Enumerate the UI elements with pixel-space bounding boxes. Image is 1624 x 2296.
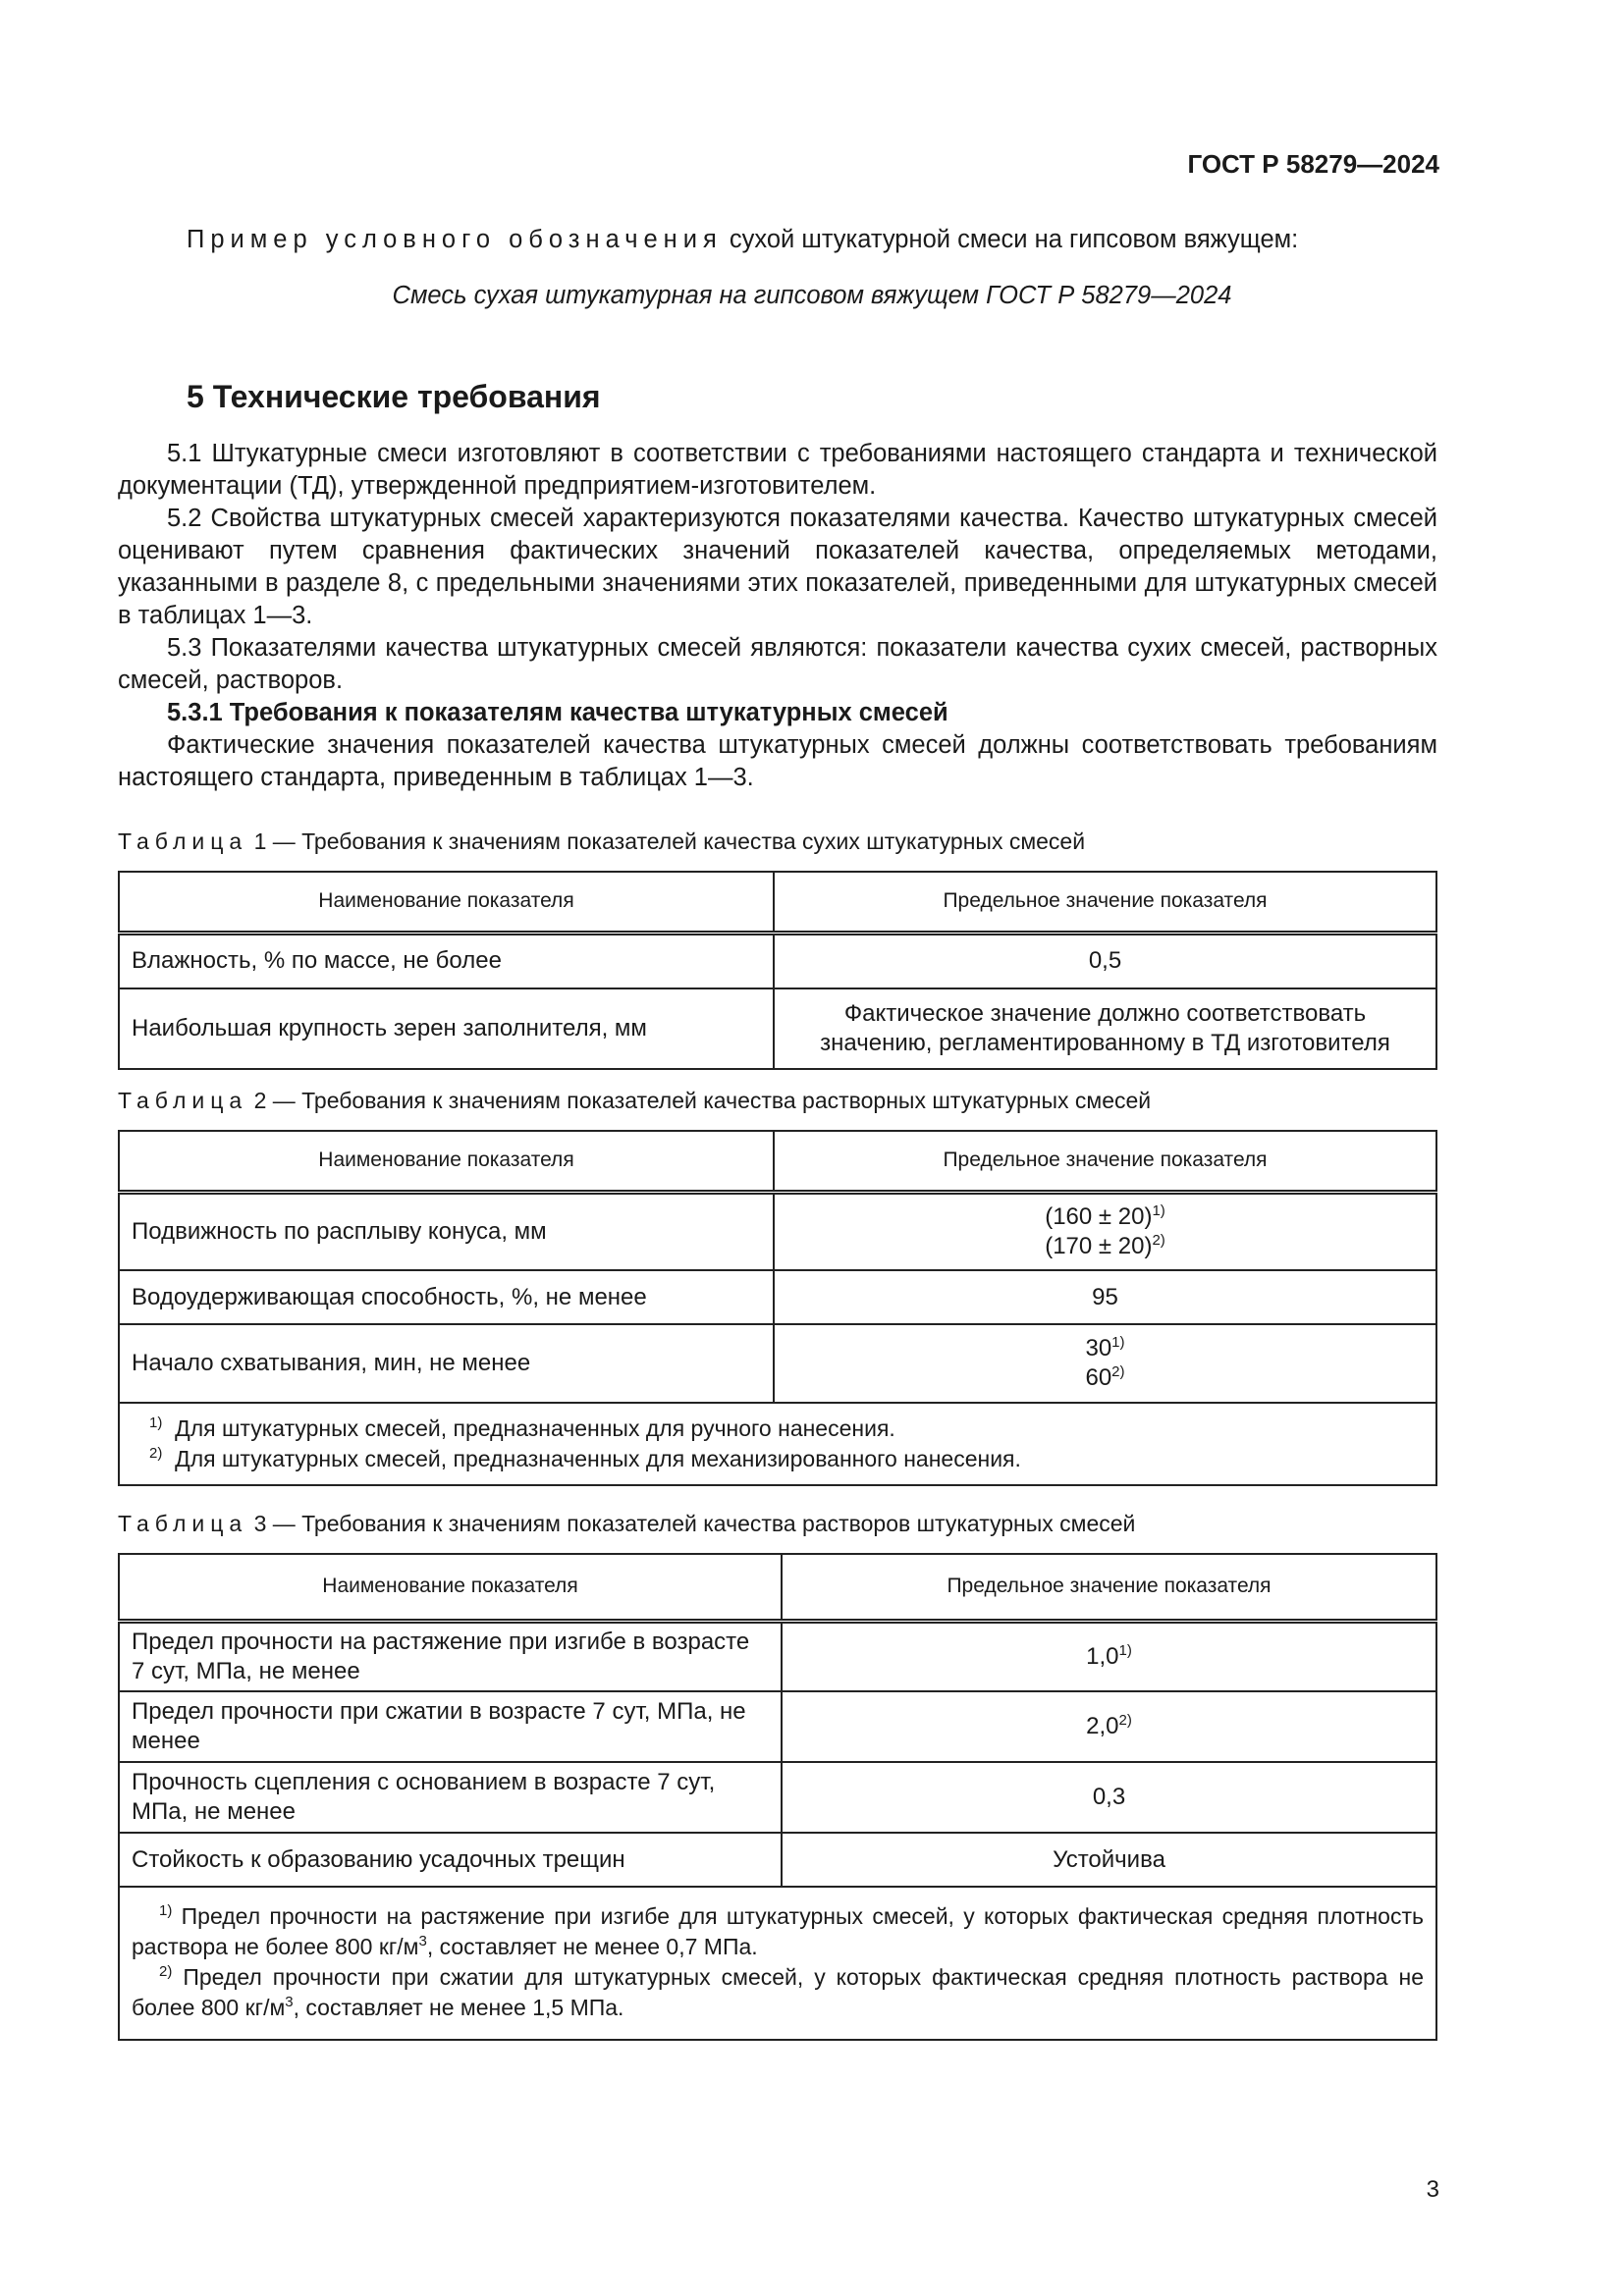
- table2-caption: [118, 1088, 1151, 1114]
- table-row: [119, 1762, 1436, 1833]
- paragraph-5-1: 5.1 Штукатурные смеси изготовляют в соответствии с требованиями настоящего стандарта и технической документации (ТД), утвержденной предприятием-изготовителем.: [118, 440, 1437, 500]
- example-line: [187, 226, 1298, 254]
- indicator-value: 0,5: [774, 933, 1436, 988]
- table-footnote-row: [119, 1403, 1436, 1485]
- table-header-row: [119, 1554, 1436, 1621]
- table3-caption: [118, 1511, 1135, 1537]
- example-designation: Смесь сухая штукатурная на гипсовом вяжущем ГОСТ Р 58279—2024: [392, 282, 1232, 309]
- table1-col2-header: Предельное значение показателя: [774, 872, 1436, 933]
- indicator-value: 95: [774, 1270, 1436, 1324]
- value-line: $(160 \pm 20)^{1)}$: [1045, 1201, 1165, 1230]
- indicator-value: 1,0$^{1)}$: [782, 1621, 1436, 1691]
- indicator-name: Влажность, % по массе, не более: [119, 933, 774, 988]
- paragraph-5-3: 5.3 Показателями качества штукатурных смесей являются: показатели качества сухих смесей, растворных смесей, растворов.: [118, 634, 1437, 694]
- heading-5-3-1: 5.3.1 Требования к показателям качества штукатурных смесей: [167, 699, 948, 726]
- value-line: 60$^{2)}$: [1085, 1363, 1125, 1391]
- indicator-name: Предел прочности при сжатии в возрасте 7 сут, МПа, не менее: [119, 1691, 782, 1762]
- paragraph-5-3-1: Фактические значения показателей качества штукатурных смесей должны соответствовать требованиям настоящего стандарта, приведенным в таблицах 1—3.: [118, 731, 1437, 791]
- table-row: [119, 1192, 1436, 1270]
- table3-caption-text: 3 — Требования к значениям показателей качества растворов штукатурных смесей: [253, 1511, 1136, 1536]
- table-row: [119, 1833, 1436, 1887]
- indicator-name: Предел прочности на растяжение при изгибе в возрасте 7 сут, МПа, не менее: [119, 1621, 782, 1691]
- table2-col1-header: Наименование показателя: [119, 1131, 774, 1192]
- indicator-name: Начало схватывания, мин, не менее: [119, 1324, 774, 1403]
- table1: [118, 871, 1437, 1070]
- value-line: $(170 \pm 20)^{2)}$: [1045, 1231, 1165, 1259]
- section-title: 5 Технические требования: [187, 379, 601, 414]
- indicator-value: 2,0$^{2)}$: [782, 1691, 1436, 1762]
- table-header-row: [119, 872, 1436, 933]
- table1-label: Таблица: [118, 828, 248, 854]
- table3: [118, 1553, 1437, 2041]
- table2-label: Таблица: [118, 1088, 248, 1113]
- table-footnote-row: [119, 1887, 1436, 2040]
- standard-number: ГОСТ Р 58279—2024: [1187, 149, 1439, 179]
- table-row: [119, 933, 1436, 988]
- footnote: $^{1)}$ Предел прочности на растяжение при изгибе для штукатурных смесей, у которых фактическая средняя плотность раствора не более 800 $кг/м^3$, составляет не менее 0,7 МПа.: [132, 1902, 1424, 1959]
- indicator-name: Наибольшая крупность зерен заполнителя, мм: [119, 988, 774, 1069]
- indicator-value: 0,3: [782, 1762, 1436, 1833]
- table1-caption-text: 1 — Требования к значениям показателей качества сухих штукатурных смесей: [253, 828, 1086, 854]
- table-row: [119, 1621, 1436, 1691]
- table2-col2-header: Предельное значение показателя: [774, 1131, 1436, 1192]
- table1-col1-header: Наименование показателя: [119, 872, 774, 933]
- footnote: $^{1)}$ Для штукатурных смесей, предназначенных для ручного нанесения.: [149, 1415, 895, 1441]
- footnote: $^{2)}$ Для штукатурных смесей, предназначенных для механизированного нанесения.: [149, 1445, 1021, 1471]
- footnote: $^{2)}$ Предел прочности при сжатии для штукатурных смесей, у которых фактическая средняя плотность раствора не более 800 $кг/м^3$, составляет не менее 1,5 МПа.: [132, 1963, 1424, 2020]
- table3-footnotes: [119, 1887, 1436, 2040]
- indicator-name: Водоудерживающая способность, %, не менее: [119, 1270, 774, 1324]
- indicator-value: Устойчива: [782, 1833, 1436, 1887]
- indicator-value: [774, 1192, 1436, 1270]
- table-row: [119, 988, 1436, 1069]
- table2-caption-text: 2 — Требования к значениям показателей качества растворных штукатурных смесей: [253, 1088, 1152, 1113]
- table-row: [119, 1691, 1436, 1762]
- indicator-value: Фактическое значение должно соответствовать значению, регламентированному в ТД изготовителя: [774, 988, 1436, 1069]
- table-row: [119, 1324, 1436, 1403]
- value-line: 30$^{1)}$: [1085, 1334, 1125, 1362]
- indicator-name: Подвижность по расплыву конуса, мм: [119, 1192, 774, 1270]
- example-label: Пример условного обозначения: [187, 226, 723, 253]
- table-row: [119, 1270, 1436, 1324]
- table3-col2-header: Предельное значение показателя: [782, 1554, 1436, 1621]
- table1-caption: [118, 828, 1085, 855]
- table3-col1-header: Наименование показателя: [119, 1554, 782, 1621]
- page-number: 3: [1426, 2176, 1439, 2203]
- paragraph-5-2: 5.2 Свойства штукатурных смесей характеризуются показателями качества. Качество штукатурных смесей оценивают путем сравнения фактических значений показателей качества, определяемых методами, указанными в разделе 8, с предельными значениями этих показателей, приведенными для штукатурных смесей в таблицах 1—3.: [118, 505, 1437, 629]
- indicator-name: Стойкость к образованию усадочных трещин: [119, 1833, 782, 1887]
- indicator-value: [774, 1324, 1436, 1403]
- example-text: сухой штукатурной смеси на гипсовом вяжущем:: [729, 226, 1299, 253]
- table3-label: Таблица: [118, 1511, 248, 1536]
- table2-footnotes: [119, 1403, 1436, 1485]
- table-header-row: [119, 1131, 1436, 1192]
- table2: [118, 1130, 1437, 1486]
- indicator-name: Прочность сцепления с основанием в возрасте 7 сут, МПа, не менее: [119, 1762, 782, 1833]
